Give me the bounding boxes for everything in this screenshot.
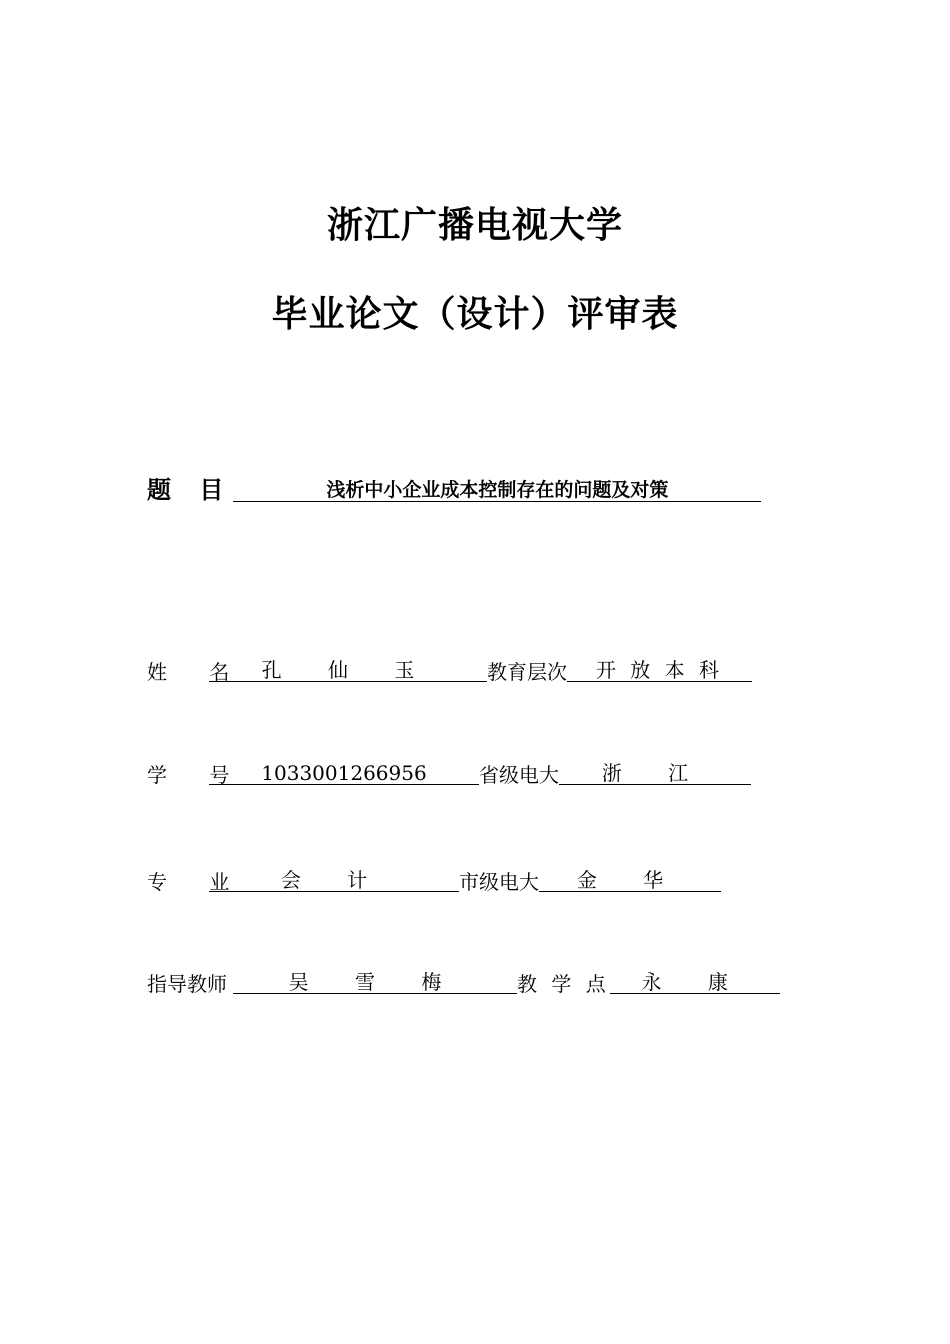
name-value: 孔 仙 玉 bbox=[209, 660, 487, 682]
major-value: 会 计 bbox=[209, 870, 459, 892]
topic-row bbox=[147, 478, 761, 502]
major-label: 专 业 bbox=[147, 870, 248, 894]
university-title: 浙江广播电视大学 bbox=[326, 205, 623, 246]
city-label: 市级电大 bbox=[459, 870, 539, 894]
advisor-value: 吴 雪 梅 bbox=[233, 972, 517, 994]
name-row bbox=[147, 660, 752, 682]
student-id-label: 学 号 bbox=[147, 763, 248, 787]
advisor-label: 指导教师 bbox=[147, 972, 227, 996]
name-label: 姓 名 bbox=[147, 660, 248, 684]
form-title: 毕业论文（设计）评审表 bbox=[271, 294, 679, 335]
teaching-point-value: 永 康 bbox=[610, 972, 780, 994]
city-value: 金 华 bbox=[539, 870, 721, 892]
edu-level-value: 开 放 本 科 bbox=[567, 660, 752, 682]
teaching-point-label: 教 学 点 bbox=[517, 972, 610, 996]
major-row bbox=[147, 870, 721, 892]
topic-value: 浅析中小企业成本控制存在的问题及对策 bbox=[233, 481, 761, 502]
edu-level-label: 教育层次 bbox=[487, 660, 567, 684]
advisor-row bbox=[147, 972, 780, 994]
student-id-value: 1033001266956 bbox=[209, 763, 479, 785]
topic-label: 题 目 bbox=[147, 476, 234, 504]
province-value: 浙 江 bbox=[559, 763, 751, 785]
student-id-row bbox=[147, 763, 751, 785]
province-label: 省级电大 bbox=[479, 763, 559, 787]
